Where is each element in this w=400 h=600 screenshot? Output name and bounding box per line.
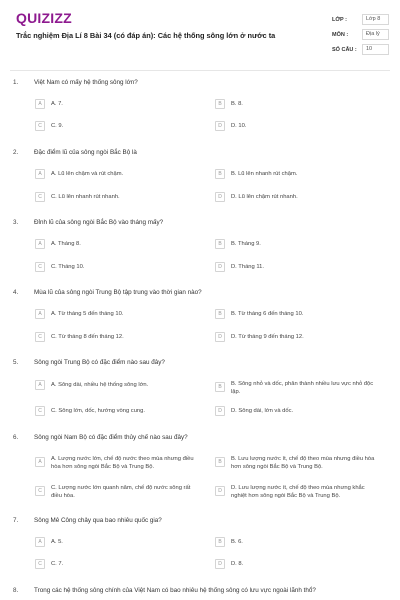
option-text: D. Sông dài, lớn và dốc. — [231, 408, 294, 414]
option-letter-box: A — [35, 169, 45, 179]
option-text: A. Từ tháng 5 đến tháng 10. — [51, 311, 124, 317]
question-number: 2. — [13, 149, 19, 156]
option-letter-box: A — [35, 239, 45, 249]
option-text: B. 8. — [231, 101, 243, 107]
option-letter-box: D — [215, 486, 225, 496]
option-letter-box: C — [35, 406, 45, 416]
option-text: B. Lưu lượng nước ít, chế độ theo mùa nhưng điều hòa hơn sông ngòi Bắc Bộ và Trung Bộ. — [231, 456, 375, 470]
option-text: A. Lũ lên chậm và rút chậm. — [51, 171, 124, 177]
meta-subject-label: MÔN : — [332, 32, 349, 38]
option-letter-box: D — [215, 406, 225, 416]
option-text: D. Lưu lượng nước ít, chế độ theo mùa nhưng khắc nghiệt hơn sông ngòi Bắc Bộ và Trung Bộ. — [231, 485, 365, 499]
question-text: Trong các hệ thống sông chính của Việt Nam có bao nhiêu hệ thống sông có lưu vực ngoài lãnh thổ? — [34, 587, 316, 594]
option-text: B. Tháng 9. — [231, 241, 261, 247]
question-number: 3. — [13, 219, 19, 226]
meta-count-label: SỐ CÂU : — [332, 47, 357, 53]
option-letter-box: C — [35, 121, 45, 131]
question-text: Mùa lũ của sông ngòi Trung Bộ tập trung vào thời gian nào? — [34, 289, 202, 296]
meta-grade-label: LỚP : — [332, 17, 347, 23]
option-letter-box: B — [215, 169, 225, 179]
question-number: 1. — [13, 79, 19, 86]
option-letter-box: A — [35, 309, 45, 319]
option-letter-box: B — [215, 457, 225, 467]
option-letter-box: D — [215, 192, 225, 202]
header-divider — [10, 70, 390, 71]
option-letter-box: C — [35, 559, 45, 569]
option-text: C. Từ tháng 8 đến tháng 12. — [51, 334, 124, 340]
meta-grade — [332, 14, 392, 26]
question-number: 4. — [13, 289, 19, 296]
question-number: 6. — [13, 434, 19, 441]
option-text: D. Từ tháng 9 đến tháng 12. — [231, 334, 304, 340]
option-text: A. 7. — [51, 101, 63, 107]
question-number: 8. — [13, 587, 19, 594]
question-number: 5. — [13, 359, 19, 366]
meta-grade-value: Lớp 8 — [362, 14, 389, 25]
option-letter-box: A — [35, 537, 45, 547]
question-text: Sông Mê Công chảy qua bao nhiêu quốc gia? — [34, 517, 162, 524]
option-letter-box: B — [215, 537, 225, 547]
option-letter-box: D — [215, 332, 225, 342]
option-text: C. Lũ lên nhanh rút nhanh. — [51, 194, 120, 200]
option-text: A. 5. — [51, 539, 63, 545]
meta-subject — [332, 29, 392, 41]
option-text: B. 6. — [231, 539, 243, 545]
question-number: 7. — [13, 517, 19, 524]
question-text: Sông ngòi Trung Bộ có đặc điểm nào sau đây? — [34, 359, 165, 366]
option-letter-box: B — [215, 239, 225, 249]
option-letter-box: B — [215, 99, 225, 109]
option-text: A. Sông dài, nhiều hệ thống sông lớn. — [51, 382, 149, 388]
option-letter-box: B — [215, 382, 225, 392]
option-letter-box: B — [215, 309, 225, 319]
option-text: C. Lượng nước lớn quanh năm, chế độ nước sông rất điều hòa. — [51, 485, 191, 499]
option-text: B. Từ tháng 6 đến tháng 10. — [231, 311, 304, 317]
option-letter-box: D — [215, 559, 225, 569]
option-letter-box: D — [215, 262, 225, 272]
meta-question-count — [332, 44, 392, 56]
option-text: C. Tháng 10. — [51, 264, 85, 270]
option-letter-box: C — [35, 262, 45, 272]
meta-count-value: 10 — [362, 44, 389, 55]
option-text: A. Lượng nước lớn, chế độ nước theo mùa nhưng điều hòa hơn sông ngòi Bắc Bộ và Trung Bộ. — [51, 456, 194, 470]
option-text: B. Lũ lên nhanh rút chậm. — [231, 171, 298, 177]
option-text: D. Tháng 11. — [231, 264, 264, 270]
option-letter-box: C — [35, 486, 45, 496]
option-letter-box: C — [35, 192, 45, 202]
option-text: B. Sông nhỏ và dốc, phân thành nhiều lưu vực nhỏ độc lập. — [231, 381, 374, 395]
option-letter-box: D — [215, 121, 225, 131]
question-text: Sông ngòi Nam Bộ có đặc điểm thủy chế nào sau đây? — [34, 434, 188, 441]
question-text: Đỉnh lũ của sông ngòi Bắc Bộ vào tháng mấy? — [34, 219, 164, 226]
option-text: C. 9. — [51, 123, 64, 129]
worksheet-header — [0, 0, 400, 66]
meta-subject-value: Địa lý — [362, 29, 389, 40]
option-text: D. Lũ lên chậm rút nhanh. — [231, 194, 298, 200]
option-text: D. 10. — [231, 123, 247, 129]
quizizz-logo: QUIZIZZ — [16, 10, 72, 26]
worksheet-title: Trắc nghiệm Địa Lí 8 Bài 34 (có đáp án): Các hệ thống sông lớn ở nước ta — [16, 31, 276, 40]
question-text: Đặc điểm lũ của sông ngòi Bắc Bộ là — [34, 149, 137, 156]
option-letter-box: A — [35, 457, 45, 467]
option-letter-box: C — [35, 332, 45, 342]
option-text: C. 7. — [51, 561, 64, 567]
option-text: D. 8. — [231, 561, 244, 567]
option-letter-box: A — [35, 99, 45, 109]
question-text: Việt Nam có mấy hệ thống sông lớn? — [34, 79, 138, 86]
option-text: A. Tháng 8. — [51, 241, 81, 247]
option-letter-box: A — [35, 380, 45, 390]
option-text: C. Sông lớn, dốc, hướng vòng cung. — [51, 408, 145, 414]
